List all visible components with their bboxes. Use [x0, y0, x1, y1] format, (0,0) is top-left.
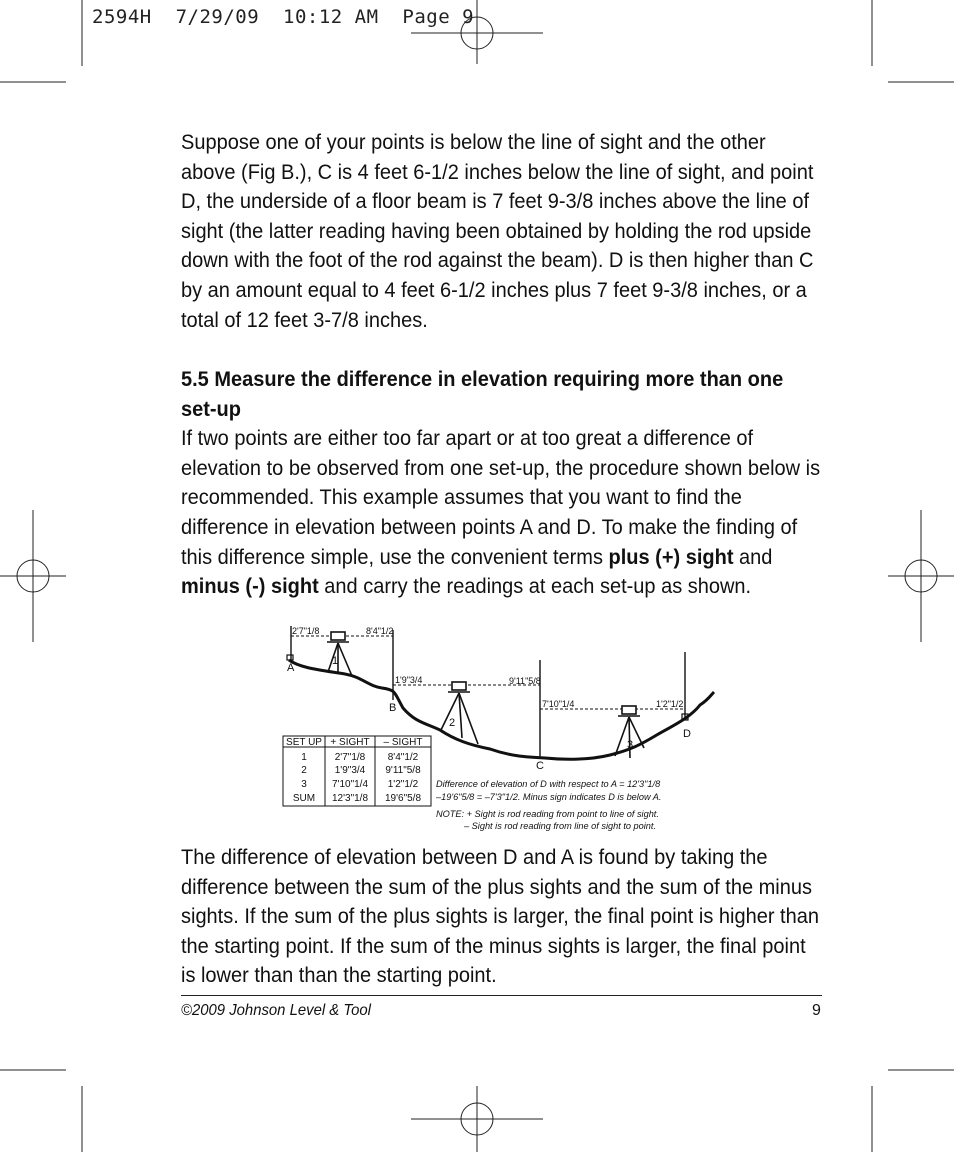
- registration-target-left: [0, 510, 66, 642]
- point-label-c: C: [536, 760, 544, 772]
- paragraph-text: Suppose one of your points is below the line of sight and the other above (Fig B.), C is 4 feet 6-1/2 inches below the line of sight, and point D, the underside of a floor beam is 7 feet 9-3/8 inches above the line of sight (the latter reading having been obtained by holding the rod upside down with the foot of the rod against the beam). D is then higher than C by an amount equal to 4 feet 6-1/2 inches plus 7 feet 9-3/8 inches, or a total of 12 feet 3-7/8 inches.: [181, 130, 814, 332]
- table-cell: 8'4"1/2: [387, 752, 419, 763]
- figure-note-line2: – Sight is rod reading from line of sight to point.: [464, 821, 657, 831]
- table-header-plus: + SIGHT: [330, 737, 370, 748]
- print-slug: 2594H 7/29/09 10:12 AM Page 9: [92, 6, 475, 28]
- table-cell: 19'6"5/8: [384, 793, 422, 804]
- paragraph-text: The difference of elevation between D and A is found by taking the difference between the sum of the plus sights and the sum of the minus sights. If the sum of the plus sights is larger, the final point is higher than the starting point. If the sum of the minus sights is larger, the final point is lower than than the starting point.: [181, 845, 819, 988]
- point-label-d: D: [683, 728, 691, 740]
- section-paragraph: [181, 424, 823, 602]
- table-cell: 9'11"5/8: [385, 765, 421, 776]
- copyright-notice: ©2009 Johnson Level & Tool: [181, 1002, 371, 1019]
- figure-note-line1: NOTE: + Sight is rod reading from point to line of sight.: [436, 809, 659, 819]
- rod-reading-2-plus: 1'9"3/4: [395, 675, 423, 685]
- rod-reading-2-minus: 9'11"5/8: [509, 676, 541, 686]
- minus-sight-term: minus (-) sight: [181, 574, 319, 599]
- leveling-diagram: [280, 620, 740, 835]
- table-header-minus: – SIGHT: [383, 737, 423, 748]
- table-cell: SUM: [292, 793, 316, 804]
- registration-target-right: [888, 510, 954, 642]
- point-label-b: B: [389, 702, 397, 714]
- sight-table: [286, 737, 422, 804]
- table-header-setup: SET UP: [286, 737, 322, 748]
- table-cell: 2: [301, 765, 307, 776]
- table-cell: 1'9"3/4: [334, 765, 366, 776]
- paragraph-conclusion: [181, 843, 823, 991]
- page-number: 9: [812, 1002, 821, 1019]
- table-cell: 1'2"1/2: [387, 779, 419, 790]
- plus-sight-term: plus (+) sight: [608, 544, 734, 569]
- paragraph-intro: [181, 128, 823, 335]
- section-text-b: and carry the readings at each set-up as shown.: [318, 574, 752, 599]
- rod-reading-3-minus: 1'2"1/2: [656, 699, 684, 709]
- footer-rule: [181, 995, 822, 996]
- table-cell: 1: [301, 752, 307, 763]
- setup-label-2: 2: [449, 717, 456, 729]
- setup-label-1: 1: [332, 655, 339, 667]
- rod-reading-1-plus: 2'7"1/8: [292, 626, 320, 636]
- rod-reading-1-minus: 8'4"1/2: [366, 626, 394, 636]
- table-cell: 2'7"1/8: [334, 752, 366, 763]
- section-text-and: and: [733, 544, 773, 569]
- table-cell: 7'10"1/4: [331, 779, 369, 790]
- section-text-a: If two points are either too far apart or at too great a difference of elevation to be observed from one set-up, the procedure shown below is recommended. This example assumes that you want to find the difference in elevation between points A and D. To make the finding of this difference simple, use the convenient terms: [181, 426, 821, 569]
- table-cell: 12'3"1/8: [331, 793, 369, 804]
- section-heading: 5.5 Measure the difference in elevation requiring more than one set-up: [181, 367, 784, 421]
- registration-target-bottom: [411, 1086, 543, 1152]
- figure-caption-line2: –19'6"5/8 = –7'3"1/2. Minus sign indicates D is below A.: [436, 792, 662, 802]
- setup-label-3: 3: [627, 739, 634, 751]
- section-5-5: [181, 365, 823, 602]
- instrument-1-icon: [327, 632, 352, 676]
- rod-reading-3-plus: 7'10"1/4: [542, 699, 575, 709]
- table-cell: 3: [301, 779, 307, 790]
- figure-caption-line1: Difference of elevation of D with respect to A = 12'3"1/8: [436, 779, 661, 789]
- point-label-a: A: [287, 662, 295, 674]
